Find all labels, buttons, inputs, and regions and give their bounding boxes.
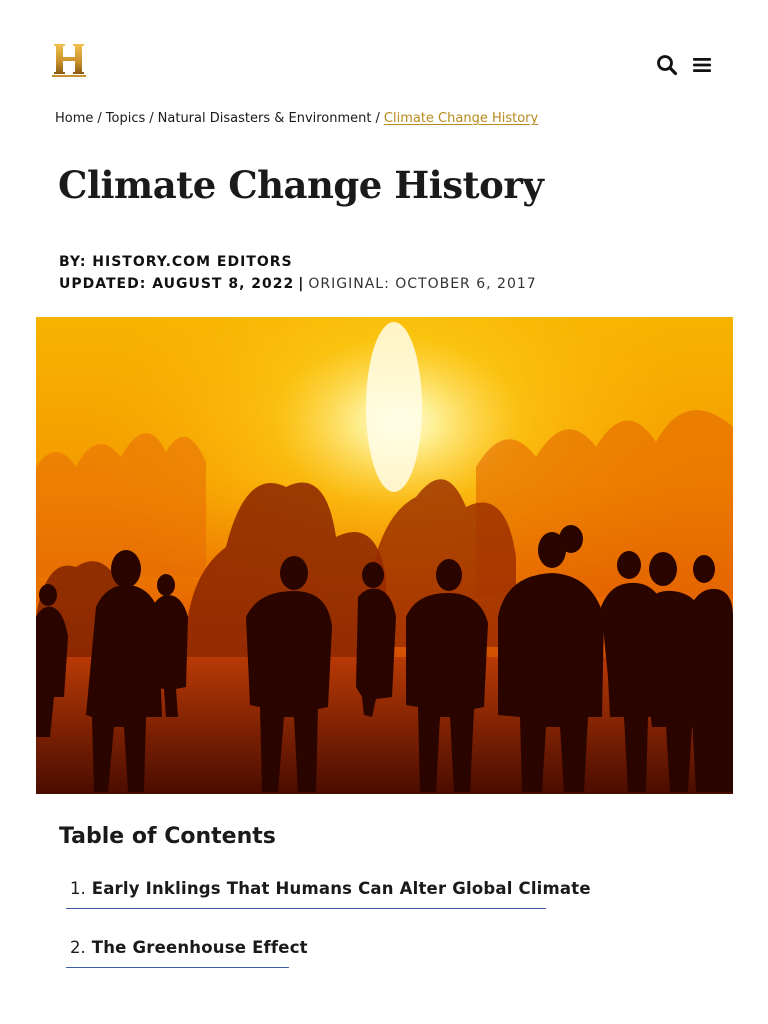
updated-date: UPDATED: AUGUST 8, 2022 — [59, 276, 295, 292]
breadcrumb-natural-disasters[interactable]: Natural Disasters & Environment — [157, 111, 372, 126]
toc-item-number: 1. — [70, 879, 86, 898]
toc-title: Table of Contents — [59, 824, 276, 849]
toc-item-label[interactable]: The Greenhouse Effect — [91, 938, 308, 957]
article-dates — [59, 276, 537, 292]
breadcrumb-topics[interactable]: Topics — [105, 111, 146, 126]
toc-item[interactable] — [66, 938, 308, 968]
original-date: ORIGINAL: OCTOBER 6, 2017 — [308, 276, 537, 292]
breadcrumb-separator: / — [97, 111, 102, 126]
site-header — [0, 0, 768, 100]
breadcrumb-home[interactable]: Home — [55, 111, 94, 126]
hamburger-menu-icon[interactable] — [690, 53, 714, 77]
toc-item-number: 2. — [70, 938, 86, 957]
article-byline: BY: HISTORY.COM EDITORS — [59, 254, 293, 270]
breadcrumb-separator: / — [375, 111, 380, 126]
toc-item[interactable] — [66, 879, 591, 909]
page-title: Climate Change History — [58, 163, 544, 207]
toc-item-label[interactable]: Early Inklings That Humans Can Alter Global Climate — [91, 879, 591, 898]
hero-image-wildfire — [36, 317, 733, 794]
date-separator: | — [298, 276, 305, 292]
breadcrumb-current[interactable]: Climate Change History — [383, 111, 539, 126]
history-logo-icon[interactable] — [52, 42, 86, 78]
breadcrumb-separator: / — [149, 111, 154, 126]
breadcrumb — [55, 111, 538, 126]
search-icon[interactable] — [655, 53, 679, 77]
